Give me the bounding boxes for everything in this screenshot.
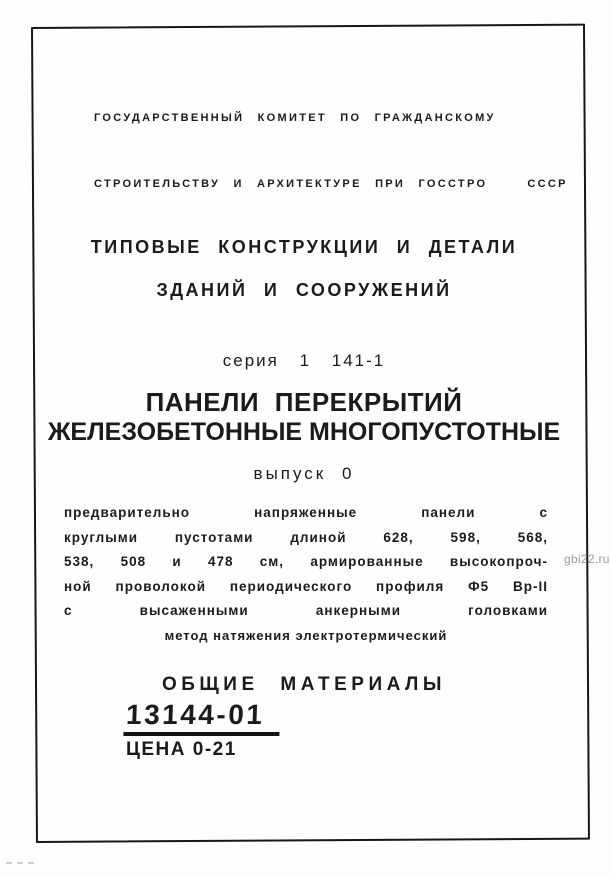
description-line-3: 538, 508 и 478 см, армированные высокопроч- — [64, 554, 548, 569]
scan-artifact-mark — [6, 862, 34, 864]
description-line-5: с высаженными анкерными головками — [64, 603, 548, 618]
description-line-1: предварительно напряженные панели с — [64, 505, 548, 520]
description-line-2: круглыми пустотами длиной 628, 598, 568, — [64, 529, 548, 545]
section-heading: ОБЩИЕ МАТЕРИАЛЫ — [161, 674, 446, 695]
organization-header — [94, 63, 568, 239]
index-stamp — [124, 699, 280, 761]
site-watermark: gbi22.ru — [564, 552, 610, 566]
issue-number: выпуск 0 — [253, 464, 355, 483]
description-line-4: ной проволокой периодического профиля Ф5 Вр-II — [64, 578, 548, 594]
description-line-6: метод натяжения электротермический — [164, 627, 448, 643]
stamp-price: ЦЕНА 0-21 — [126, 739, 237, 760]
document-title-line-1: ТИПОВЫЕ КОНСТРУКЦИИ И ДЕТАЛИ — [90, 237, 518, 257]
description-paragraph — [64, 501, 548, 648]
organization-line-2: СТРОИТЕЛЬСТВУ И АРХИТЕКТУРЕ ПРИ ГОССТРО СССР — [94, 178, 568, 190]
organization-line-1: ГОСУДАРСТВЕННЫЙ КОМИТЕТ ПО ГРАЖДАНСКОМУ — [94, 112, 496, 124]
subject-title-line-2: ЖЕЛЕЗОБЕТОННЫЕ МНОГОПУСТОТНЫЕ — [47, 418, 561, 446]
series-number: серия 1 141-1 — [222, 351, 386, 370]
subject-title-line-1: ПАНЕЛИ ПЕРЕКРЫТИЙ — [145, 387, 463, 417]
document-title-line-2: ЗДАНИЙ И СООРУЖЕНИЙ — [156, 280, 452, 300]
stamp-index-number: 13144-01 — [123, 699, 281, 736]
